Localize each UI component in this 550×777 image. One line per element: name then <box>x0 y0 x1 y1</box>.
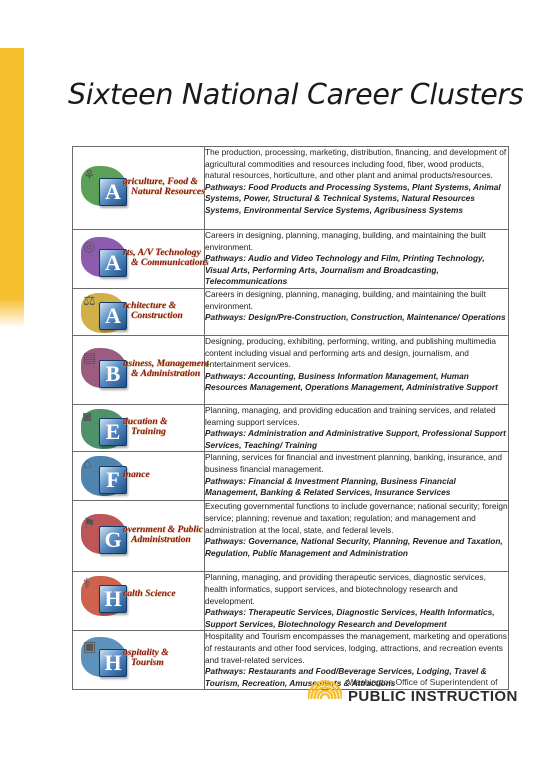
logo-text-line: & Communications <box>131 257 209 268</box>
logo-text <box>123 589 203 599</box>
cluster-logo <box>73 405 204 451</box>
logo-letter: B <box>99 360 127 388</box>
career-clusters-table <box>72 146 509 690</box>
briefcase-icon: ▤ <box>83 349 97 365</box>
cluster-description: Planning, managing, and providing education and training services, and related learning support services. <box>205 405 496 427</box>
logo-text <box>123 301 203 321</box>
cluster-row <box>73 289 509 336</box>
cluster-logo-cell <box>73 572 205 631</box>
cluster-logo <box>73 572 204 618</box>
flag-icon: ⚑ <box>83 515 96 532</box>
cluster-pathways: Pathways: Accounting, Business Information Management, Human Resources Management, Operations Management, Administrative Support <box>205 370 498 393</box>
cluster-logo <box>73 501 204 571</box>
logo-text-line: Training <box>131 426 166 437</box>
bank-icon: ⌂ <box>83 455 92 472</box>
logo-letter: H <box>99 649 127 677</box>
logo-letter: G <box>99 526 127 554</box>
logo-text <box>123 177 203 197</box>
cluster-logo <box>73 147 204 229</box>
cluster-row <box>73 405 509 452</box>
cluster-description-cell <box>205 289 509 336</box>
caduceus-icon: ⚕ <box>83 575 91 592</box>
logo-letter: F <box>99 466 127 494</box>
crane-icon: ⚖ <box>83 292 96 308</box>
cluster-row <box>73 572 509 631</box>
cluster-description: Planning, services for financial and investment planning, banking, insurance, and business financial management. <box>205 452 503 474</box>
cluster-logo <box>73 452 204 500</box>
cluster-pathways: Pathways: Audio and Video Technology and Film, Printing Technology, Visual Arts, Performing Arts, Journalism and Broadcasting, Telecommunications <box>205 253 485 287</box>
cluster-logo-cell <box>73 230 209 289</box>
cluster-description-cell <box>205 147 509 230</box>
cluster-description-cell <box>205 452 509 501</box>
cluster-description-cell <box>205 501 509 572</box>
cluster-description-cell <box>205 230 509 289</box>
sun-arc <box>321 694 329 698</box>
footer-title: PUBLIC INSTRUCTION <box>348 688 518 705</box>
logo-text <box>123 525 203 545</box>
cluster-pathways: Pathways: Therapeutic Services, Diagnostic Services, Health Informatics, Support Services, Biotechnology Research and Development <box>205 607 495 629</box>
cluster-row <box>73 501 509 572</box>
logo-text-line: usiness, Management <box>123 358 209 369</box>
cluster-logo-cell <box>73 501 205 572</box>
cluster-description: Executing governmental functions to include governance; national security; foreign service; planning; revenue and taxation; regulation; and management and administration at the local, state, and federal levels. <box>205 501 508 535</box>
cluster-row <box>73 230 509 289</box>
cluster-logo-cell <box>73 452 205 501</box>
cluster-logo-cell <box>73 405 205 452</box>
logo-text <box>123 247 209 268</box>
cluster-description: Hospitality and Tourism encompasses the management, marketing and operations of restaurants and other food services, lodging, attractions, and recreation events and travel-related services. <box>205 631 507 665</box>
logo-letter: A <box>99 249 127 277</box>
cluster-description-cell <box>205 572 509 631</box>
logo-text-line: Natural Resources <box>131 186 205 197</box>
film-reel-icon: ◎ <box>83 238 96 254</box>
cluster-description: Careers in designing, planning, managing, building, and maintaining the built environment. <box>205 230 486 252</box>
cluster-logo-cell <box>73 147 205 230</box>
cluster-description: Planning, managing, and providing therapeutic services, diagnostic services, health informatics, support services, and biotechnology research and development. <box>205 572 486 606</box>
cluster-logo <box>73 230 209 288</box>
cluster-pathways: Pathways: Governance, National Security, Planning, Revenue and Taxation, Regulation, Public Management and Administration <box>205 536 503 558</box>
logo-text-line: griculture, Food & <box>123 176 198 187</box>
cluster-description: Designing, producing, exhibiting, performing, writing, and publishing multimedia content including visual and performing arts and design, journalism, and entertainment services. <box>205 336 497 370</box>
page-title: Sixteen National Career Clusters <box>68 78 524 111</box>
cluster-description: Careers in designing, planning, managing, building, and maintaining the built environment. <box>205 289 486 311</box>
sun-icon <box>308 674 342 708</box>
logo-text-line: inance <box>123 469 150 481</box>
cluster-logo <box>73 631 204 687</box>
accent-bar <box>0 48 24 298</box>
logo-text <box>123 358 209 379</box>
logo-text-line: ospitality & <box>123 647 169 659</box>
logo-text-line: & Administration <box>131 368 201 379</box>
cluster-logo-cell <box>73 289 205 336</box>
logo-text-line: overnment & Public <box>123 524 203 536</box>
cluster-logo-cell <box>73 631 205 690</box>
logo-text-line: Tourism <box>131 657 164 669</box>
cluster-description: The production, processing, marketing, distribution, financing, and development of agricultural commodities and resources including food, fiber, wood products, natural resources, horticulture, and other plant and animal products/resources. <box>205 147 507 181</box>
apple-books-icon: ◙ <box>83 408 92 424</box>
cluster-logo <box>73 289 204 335</box>
cluster-pathways: Pathways: Design/Pre-Construction, Construction, Maintenance/ Operations <box>205 312 506 323</box>
ospi-logo <box>308 672 518 712</box>
logo-text <box>123 417 203 437</box>
tractor-icon: ⚘ <box>83 167 96 183</box>
logo-letter: A <box>99 302 127 330</box>
logo-text-line: Construction <box>131 310 183 321</box>
cluster-pathways: Pathways: Restaurants and Food/Beverage Services, Lodging, Travel & Tourism, Recreation, Amusements & Attractions <box>205 666 487 688</box>
logo-text-line: Administration <box>131 534 191 546</box>
cluster-row <box>73 336 509 405</box>
cluster-description-cell <box>205 405 509 452</box>
cluster-logo <box>73 336 209 404</box>
logo-text-line: rchitecture & <box>123 300 177 311</box>
logo-text <box>123 470 203 480</box>
logo-letter: A <box>99 178 127 206</box>
logo-text <box>123 648 203 668</box>
logo-letter: H <box>99 585 127 613</box>
logo-text-line: ealth Science <box>123 588 176 600</box>
logo-letter: E <box>99 418 127 446</box>
cluster-pathways: Pathways: Food Products and Processing Systems, Plant Systems, Animal Systems, Power, Structural & Technical Systems, Natural Resources Systems, Environmental Service Systems, Agribusiness Systems <box>205 181 501 215</box>
suitcase-icon: ▣ <box>83 638 97 655</box>
cluster-pathways: Pathways: Financial & Investment Planning, Business Financial Management, Banking & Related Services, Insurance Services <box>205 475 456 498</box>
cluster-row <box>73 452 509 501</box>
cluster-description-cell <box>205 336 509 405</box>
footer-subtitle: Washington Office of Superintendent of <box>348 677 498 687</box>
cluster-row <box>73 147 509 230</box>
cluster-logo-cell <box>73 336 209 405</box>
logo-text-line: rts, A/V Technology <box>123 247 201 258</box>
logo-text-line: ducation & <box>123 416 168 427</box>
cluster-pathways: Pathways: Administration and Administrative Support, Professional Support Services, Teaching/ Training <box>205 428 506 450</box>
